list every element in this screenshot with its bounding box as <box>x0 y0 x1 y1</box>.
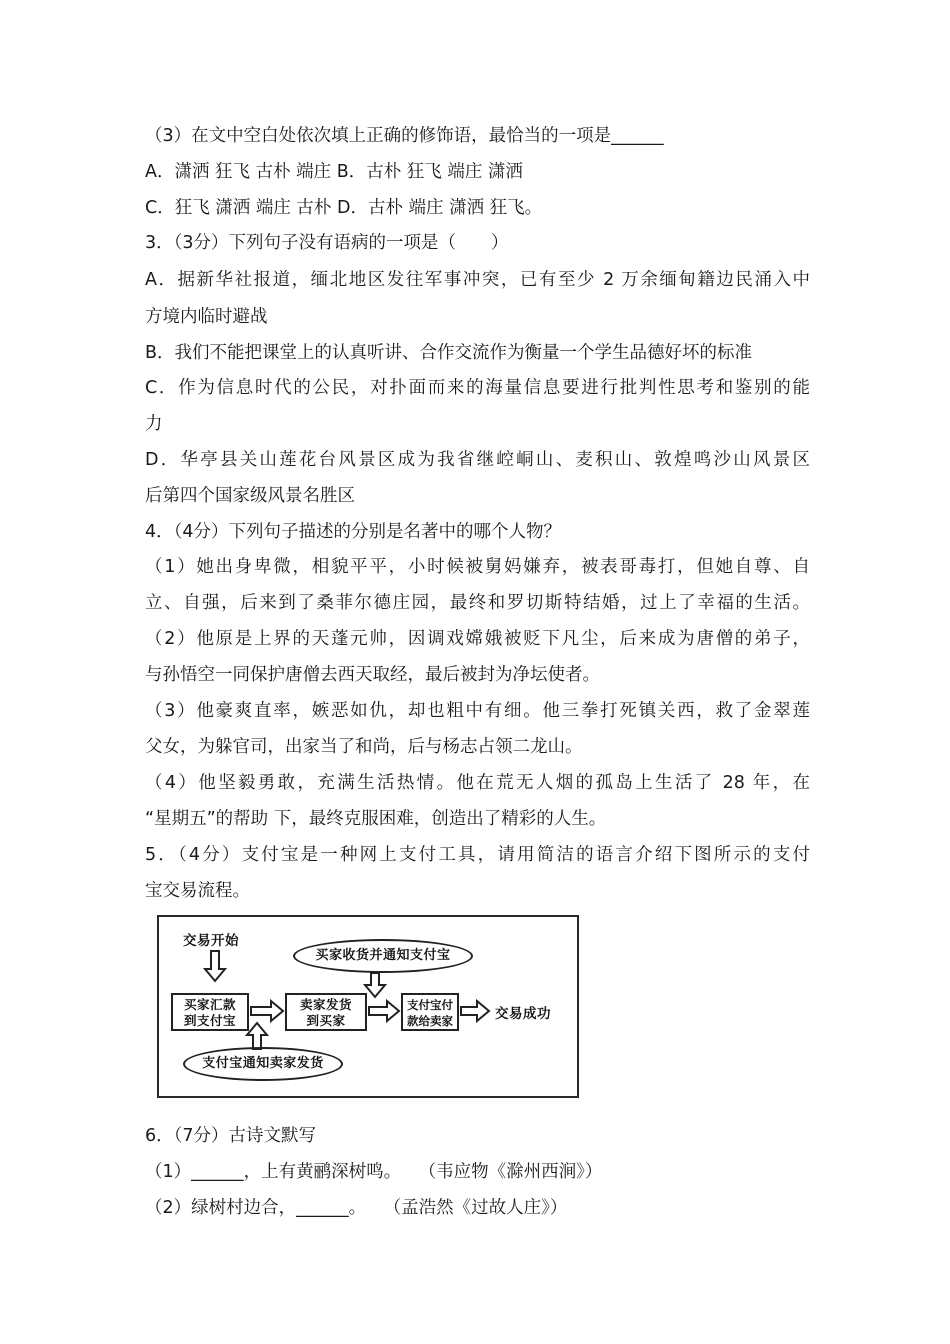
question-5-title: 5．（4分）支付宝是一种网上支付工具，请用简洁的语言介绍下图所示的支付 <box>145 845 810 865</box>
flow-step-seller-ships-line1: 卖家发货 <box>299 997 352 1012</box>
question-3-option-c: C．作为信息时代的公民，对扑面而来的海量信息要进行批判性思考和鉴别的能 <box>145 378 810 398</box>
question-4-part-3: （3）他豪爽直率，嫉恶如仇，却也粗中有细。他三拳打死镇关西，救了金翠莲 <box>145 701 810 721</box>
question-3-option-d: D．华亭县关山莲花台风景区成为我省继崆峒山、麦积山、敦煌鸣沙山风景区 <box>145 450 810 470</box>
flow-end-label: 交易成功 <box>495 1006 551 1022</box>
flow-start-label: 交易开始 <box>183 933 239 949</box>
flow-step-alipay-pays <box>401 993 459 1031</box>
question-4-part-3-cont: 父女，为躲官司，出家当了和尚，后与杨志占领二龙山。 <box>145 737 583 757</box>
question-4-part-1: （1）她出身卑微，相貌平平，小时候被舅妈嫌弃，被表哥毒打，但她自尊、自 <box>145 557 810 577</box>
question-3-option-a-cont: 方境内临时避战 <box>145 307 268 327</box>
flow-step-seller-ships-line2: 到买家 <box>306 1013 346 1028</box>
flow-step-buyer-pays <box>171 993 249 1031</box>
question-4-part-2-cont: 与孙悟空一同保护唐僧去西天取经，最后被封为净坛使者。 <box>145 665 600 685</box>
alipay-flowchart <box>157 915 579 1098</box>
question-4-part-4-cont: “星期五”的帮助 下，最终克服困难，创造出了精彩的人生。 <box>145 809 607 829</box>
question-4-title: 4．（4分）下列句子描述的分别是名著中的哪个人物？ <box>145 522 562 542</box>
question-5-title-cont: 宝交易流程。 <box>145 881 250 901</box>
flow-step-buyer-pays-line1: 买家汇款 <box>183 997 236 1012</box>
question-4-part-4: （4）他坚毅勇敢，充满生活热情。他在荒无人烟的孤岛上生活了 28 年，在 <box>145 773 810 793</box>
option-row-ab: A．潇洒 狂飞 古朴 端庄 B．古朴 狂飞 端庄 潇洒 <box>145 162 523 182</box>
option-row-cd: C．狂飞 潇洒 端庄 古朴 D．古朴 端庄 潇洒 狂飞。 <box>145 198 543 218</box>
flow-oval-buyer-confirms: 买家收货并通知支付宝 <box>293 939 473 973</box>
question-3-title: 3．（3分）下列句子没有语病的一项是（ ） <box>145 233 509 253</box>
flow-oval-alipay-notifies: 支付宝通知卖家发货 <box>183 1047 343 1081</box>
question-6-title: 6．（7分）古诗文默写 <box>145 1126 317 1146</box>
question-6-part-1: （1）______，上有黄鹂深树鸣。 （韦应物《滁州西涧》） <box>145 1162 603 1182</box>
question-4-part-2: （2）他原是上界的天蓬元帅，因调戏嫦娥被贬下凡尘，后来成为唐僧的弟子， <box>145 629 810 649</box>
question-3-option-c-cont: 力 <box>145 414 163 434</box>
question-3-option-d-cont: 后第四个国家级风景名胜区 <box>145 486 355 506</box>
flow-step-seller-ships <box>285 993 367 1031</box>
flow-step-buyer-pays-line2: 到支付宝 <box>183 1013 236 1028</box>
question-3-option-b: B．我们不能把课堂上的认真听讲、合作交流作为衡量一个学生品德好坏的标准 <box>145 343 753 363</box>
flow-step-alipay-pays-line2: 款给卖家 <box>407 1014 453 1028</box>
question-2-part-3: （3）在文中空白处依次填上正确的修饰语，最恰当的一项是______ <box>145 126 664 146</box>
flow-step-alipay-pays-line1: 支付宝付 <box>407 998 453 1012</box>
question-3-option-a: A．据新华社报道，缅北地区发往军事冲突，已有至少 2 万余缅甸籍边民涌入中 <box>145 270 810 290</box>
question-4-part-1-cont: 立、自强，后来到了桑菲尔德庄园，最终和罗切斯特结婚，过上了幸福的生活。 <box>145 593 810 613</box>
question-6-part-2: （2）绿树村边合，______。 （孟浩然《过故人庄》） <box>145 1198 568 1218</box>
